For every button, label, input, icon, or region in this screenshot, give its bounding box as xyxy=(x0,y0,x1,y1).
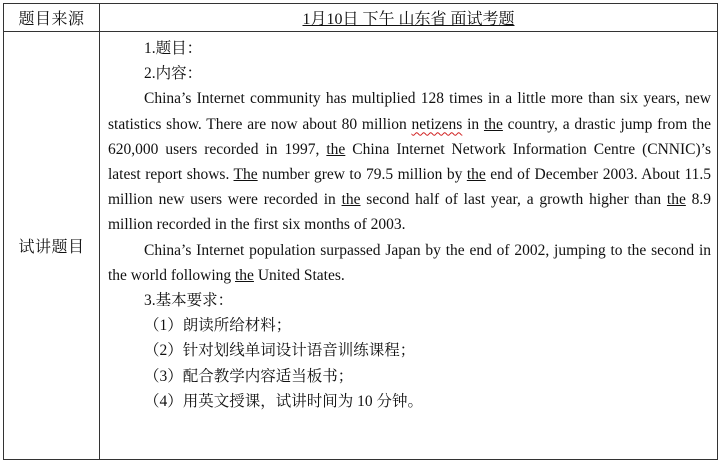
passage-paragraph-1 xyxy=(108,86,711,237)
passage-text: country, a drastic jump from the 620,000 users recorded in 1997, xyxy=(108,115,711,158)
requirement-3: （3）配合教学内容适当板书； xyxy=(144,367,354,385)
passage-text: number grew to 79.5 million by xyxy=(257,166,467,184)
passage-paragraph-2 xyxy=(108,238,711,288)
topic-row xyxy=(4,32,718,460)
topic-content xyxy=(100,32,718,460)
underlined-word: the xyxy=(326,140,346,158)
underlined-word: the xyxy=(466,166,486,184)
passage-text: in xyxy=(462,115,484,133)
passage-text: end of December 2003. About 11.5 million new users were recorded in xyxy=(108,166,711,209)
exam-table xyxy=(3,3,718,460)
underlined-word: the xyxy=(483,115,503,133)
underlined-word: The xyxy=(233,166,258,184)
exam-title xyxy=(100,4,718,32)
requirement-2: （2）针对划线单词设计语音训练课程； xyxy=(144,342,416,360)
topic-label: 试讲题目 xyxy=(4,32,100,460)
underlined-word: the xyxy=(235,266,254,284)
item-title: 1.题目： xyxy=(144,40,203,57)
item-content: 2.内容： xyxy=(144,65,203,83)
item-requirements: 3.基本要求： xyxy=(144,292,234,310)
flagged-word: netizens xyxy=(411,115,463,133)
passage-text: China’s Internet community has multiplied 128 times in a little more than six years, new statistics show. There are now about 80 million xyxy=(108,90,711,133)
passage-text: second half of last year, a growth higher than xyxy=(360,191,667,209)
passage-text: United States. xyxy=(253,266,345,284)
source-label: 题目来源 xyxy=(4,4,100,32)
requirement-1: （1）朗读所给材料； xyxy=(144,317,292,335)
underlined-word: the xyxy=(341,191,361,209)
requirement-4: （4）用英文授课，试讲时间为 10 分钟。 xyxy=(144,392,424,410)
passage-text: 8.9 million recorded in the first six months of 2003. xyxy=(108,191,712,234)
passage-text: China’s Internet population surpassed Japan by the end of 2002, jumping to the second in the world following xyxy=(108,241,711,284)
passage-text: China Internet Network Information Centre (CNNIC)’s latest report shows. xyxy=(108,140,711,184)
exam-title-text: 1月10日 下午 山东省 面试考题 xyxy=(302,11,515,28)
underlined-word: the xyxy=(666,191,686,209)
header-row xyxy=(4,4,718,32)
